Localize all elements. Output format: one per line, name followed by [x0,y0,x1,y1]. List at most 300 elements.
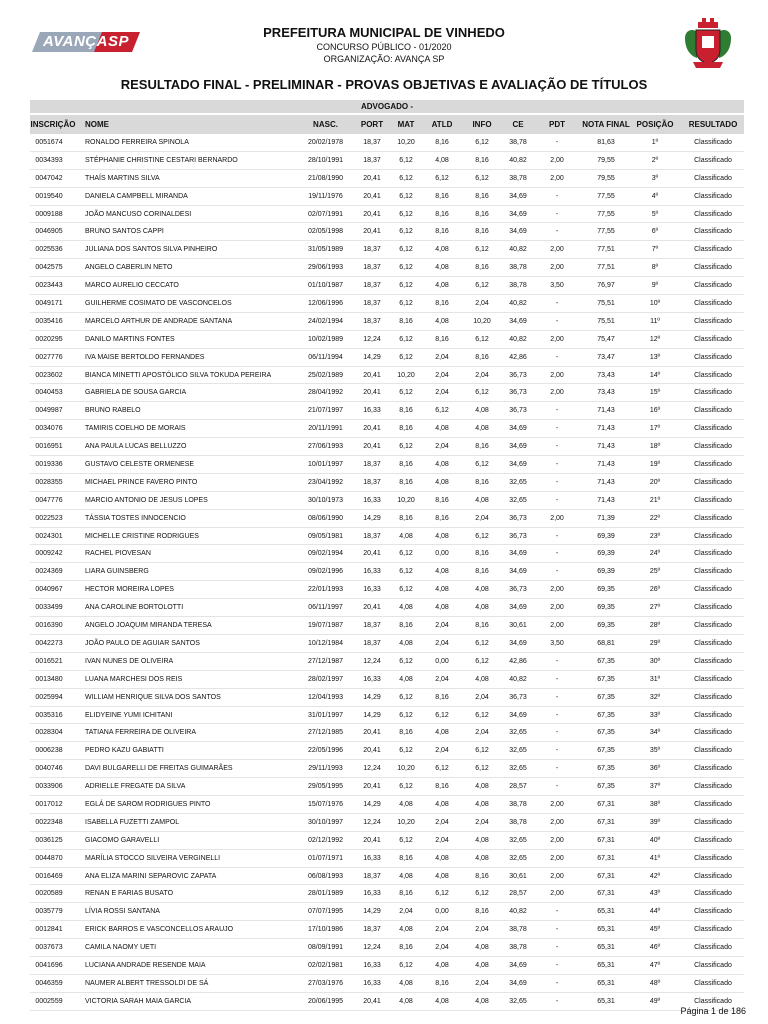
cell-resultado: Classificado [694,228,732,236]
cell-nota-final: 77,51 [597,264,615,272]
cell-resultado: Classificado [694,586,732,594]
cell-nome: IVAN NUNES DE OLIVEIRA [85,657,174,665]
cell-nome: ANA ELIZA MARINI SEPAROVIC ZAPATA [85,872,217,880]
table-row [30,420,744,438]
cell-info: 6,12 [475,335,489,343]
table-row [30,206,744,224]
cell-resultado: Classificado [694,192,732,200]
cell-pdt: - [555,532,559,540]
cell-nota-final: 77,55 [597,192,615,200]
cell-nome: MICHELLE CRISTINE RODRIGUES [85,532,199,540]
cell-posicao: 2º [651,156,659,164]
cell-atld: 2,04 [435,443,449,451]
cell-posicao: 13º [649,353,661,361]
cell-nota-final: 65,31 [597,961,615,969]
cell-resultado: Classificado [694,568,732,576]
cell-resultado: Classificado [694,926,732,934]
cell-ce: 38,78 [509,944,527,952]
cell-inscricao: 0023602 [35,371,63,379]
cell-nasc: 01/07/1971 [307,854,344,862]
cell-nasc: 27/06/1993 [307,443,344,451]
cell-mat: 6,12 [399,264,413,272]
table-row [30,814,744,832]
cell-info: 2,04 [475,693,489,701]
cell-nasc: 19/11/1976 [308,192,343,200]
cell-pdt: - [555,979,559,987]
table-row [30,295,744,313]
municipal-crest-icon [683,18,733,70]
cell-inscricao: 0028355 [35,478,63,486]
cell-info: 6,12 [475,747,489,755]
cell-ce: 38,78 [509,282,527,290]
cell-info: 8,16 [475,353,489,361]
cell-resultado: Classificado [694,657,732,665]
cell-ce: 36,73 [509,371,527,379]
cell-nasc: 06/11/1997 [308,604,343,612]
cell-nome: WILLIAM HENRIQUE SILVA DOS SANTOS [85,693,221,701]
cell-atld: 4,08 [435,156,449,164]
cell-atld: 4,08 [435,568,449,576]
cell-nota-final: 65,31 [597,997,615,1005]
cell-atld: 8,16 [435,514,449,522]
col-mat: MAT [397,120,415,129]
cell-atld: 2,04 [435,371,449,379]
cell-posicao: 25º [649,568,661,576]
cell-posicao: 28º [649,622,661,630]
cell-nasc: 02/07/1991 [307,210,344,218]
cell-posicao: 12º [649,335,661,343]
cell-mat: 8,16 [399,407,413,415]
cell-nota-final: 67,35 [597,765,615,773]
cell-info: 4,08 [475,604,489,612]
results-subtitle: RESULTADO FINAL - PRELIMINAR - PROVAS OBJETIVAS E AVALIAÇÃO DE TÍTULOS [120,77,648,92]
cell-ce: 34,69 [509,568,527,576]
cell-mat: 4,08 [399,532,413,540]
table-row [30,993,744,1011]
cell-inscricao: 0033499 [35,604,63,612]
cell-info: 6,12 [475,389,489,397]
table-row [30,259,744,277]
cell-resultado: Classificado [694,550,732,558]
cell-pdt: - [555,961,559,969]
cell-port: 20,41 [363,604,381,612]
cell-nasc: 20/02/1978 [307,139,344,146]
cell-nasc: 27/12/1987 [307,657,344,665]
cell-inscricao: 0036125 [35,836,63,844]
cell-info: 4,08 [475,944,489,952]
cell-pdt: 2,00 [550,818,564,826]
col-atld: ATLD [431,120,453,129]
cell-pdt: - [555,317,559,325]
cell-info: 2,04 [475,371,489,379]
cell-nota-final: 67,35 [597,729,615,737]
cell-nota-final: 69,39 [597,568,615,576]
cell-nota-final: 69,39 [597,532,615,540]
cell-mat: 4,08 [399,926,413,934]
cell-mat: 8,16 [399,461,413,469]
cell-nome: GABRIELA DE SOUSA GARCIA [85,389,187,397]
cell-resultado: Classificado [694,443,732,451]
cell-info: 2,04 [475,926,489,934]
table-row [30,152,744,170]
cell-posicao: 40º [649,836,661,844]
cell-resultado: Classificado [694,639,732,647]
cell-ce: 40,82 [509,335,527,343]
cell-resultado: Classificado [694,156,732,164]
cell-mat: 6,12 [399,783,413,791]
cell-port: 16,33 [363,854,381,862]
cell-nota-final: 75,47 [597,335,615,343]
cell-pdt: - [555,908,559,916]
cell-nasc: 20/11/1991 [308,425,343,433]
cell-posicao: 17º [649,425,661,433]
cell-ce: 34,69 [509,461,527,469]
cell-nome: JOÃO PAULO DE AGUIAR SANTOS [85,639,200,647]
cell-nome: LÍVIA ROSSI SANTANA [85,908,160,916]
cell-ce: 34,69 [509,210,527,218]
cell-info: 4,08 [475,496,489,504]
cell-pdt: 2,00 [550,174,564,182]
cell-inscricao: 0035779 [35,908,63,916]
cell-mat: 8,16 [399,622,413,630]
cell-resultado: Classificado [694,532,732,540]
cell-pdt: 3,50 [550,639,564,647]
cell-resultado: Classificado [694,300,732,308]
cell-nota-final: 67,35 [597,693,615,701]
cell-nota-final: 65,31 [597,979,615,987]
cell-ce: 42,86 [509,353,527,361]
cell-mat: 6,12 [399,156,413,164]
cell-posicao: 11º [650,317,660,325]
cell-port: 16,33 [363,586,381,594]
cell-mat: 6,12 [399,246,413,254]
cell-info: 4,08 [475,961,489,969]
table-row [30,760,744,778]
table-row [30,635,744,653]
cell-pdt: 2,00 [550,389,564,397]
page-header [0,0,768,70]
cell-nome: DAVI BULGARELLI DE FREITAS GUIMARÃES [85,765,233,773]
cell-atld: 8,16 [435,783,449,791]
cell-nome: GUSTAVO CELESTE ORMENESE [85,461,195,469]
cell-atld: 4,08 [435,246,449,254]
cell-atld: 2,04 [435,622,449,630]
cell-posicao: 21º [649,496,661,504]
cell-nome: DANILO MARTINS FONTES [85,335,175,343]
cell-resultado: Classificado [694,317,732,325]
cell-port: 20,41 [363,729,381,737]
table-row [30,671,744,689]
cell-nome: LUCIANA ANDRADE RESENDE MAIA [85,961,206,969]
cell-atld: 2,04 [435,639,449,647]
cell-nota-final: 77,51 [597,246,615,254]
table-row [30,689,744,707]
cell-atld: 8,16 [435,210,449,218]
cell-mat: 4,08 [399,675,413,683]
cell-nota-final: 69,39 [597,550,615,558]
cell-info: 8,16 [475,156,489,164]
cell-nota-final: 65,31 [597,926,615,934]
cell-mat: 6,12 [399,693,413,701]
cell-inscricao: 0019540 [35,192,63,200]
table-row [30,134,744,152]
col-nota-final: NOTA FINAL [582,120,630,129]
table-row [30,367,744,385]
cell-pdt: 2,00 [550,264,564,272]
cell-pdt: - [555,228,559,236]
cell-nasc: 30/10/1997 [307,818,344,826]
cell-port: 18,37 [363,246,381,254]
cell-nome: MARÍLIA STOCCO SILVEIRA VERGINELLI [85,854,221,862]
cell-atld: 0,00 [435,908,449,916]
cell-posicao: 26º [649,586,661,594]
cell-port: 12,24 [363,657,381,665]
cell-pdt: - [555,997,559,1005]
cell-nasc: 23/04/1992 [307,478,344,486]
cell-ce: 36,73 [509,586,527,594]
cell-resultado: Classificado [694,210,732,218]
cell-pdt: - [555,210,559,218]
cell-pdt: 2,00 [550,872,564,880]
cell-nome: VICTORIA SARAH MAIA GARCIA [85,997,192,1005]
cell-pdt: 2,00 [550,800,564,808]
cell-inscricao: 0002559 [35,997,63,1005]
cell-mat: 6,12 [399,836,413,844]
cell-inscricao: 0009188 [35,210,63,218]
cell-posicao: 36º [649,765,661,773]
cell-resultado: Classificado [694,461,732,469]
cell-posicao: 9º [651,282,659,290]
cell-posicao: 45º [649,926,661,934]
cell-resultado: Classificado [694,675,732,683]
cell-inscricao: 0037673 [35,944,63,952]
cell-ce: 34,69 [509,639,527,647]
cell-info: 8,16 [475,550,489,558]
cell-info: 8,16 [475,908,489,916]
cell-mat: 8,16 [399,478,413,486]
cell-pdt: - [555,478,559,486]
cell-info: 6,12 [475,282,489,290]
cell-nasc: 02/02/1981 [307,961,344,969]
cell-nota-final: 67,35 [597,675,615,683]
cell-info: 6,12 [475,139,489,146]
cell-nota-final: 65,31 [597,908,615,916]
cell-nota-final: 67,31 [597,872,615,880]
cell-pdt: - [555,139,559,146]
cell-inscricao: 0013480 [35,675,63,683]
cell-nasc: 29/06/1993 [307,264,344,272]
cell-atld: 2,04 [435,747,449,755]
cell-nasc: 28/10/1991 [307,156,344,164]
cell-inscricao: 0051674 [35,139,63,146]
cell-mat: 6,12 [399,568,413,576]
cell-resultado: Classificado [694,622,732,630]
cell-info: 4,08 [475,675,489,683]
cell-posicao: 8º [651,264,659,272]
cell-ce: 32,65 [509,836,527,844]
table-row [30,384,744,402]
cell-nome: TATIANA FERREIRA DE OLIVEIRA [85,729,196,737]
cell-inscricao: 0047042 [35,174,63,182]
cell-nasc: 28/02/1997 [307,675,344,683]
cell-posicao: 16º [649,407,661,415]
cell-pdt: - [555,550,559,558]
cell-info: 2,04 [475,979,489,987]
table-row [30,832,744,850]
cell-inscricao: 0025994 [35,693,63,701]
cell-nasc: 21/07/1997 [307,407,344,415]
cell-port: 14,29 [363,800,381,808]
cell-info: 4,08 [475,854,489,862]
cell-inscricao: 0016521 [35,657,63,665]
cell-ce: 38,78 [509,926,527,934]
cell-info: 6,12 [475,532,489,540]
cell-port: 20,41 [363,210,381,218]
table-row [30,492,744,510]
cell-inscricao: 0022348 [35,818,63,826]
cell-nome: ADRIELLE FREGATE DA SILVA [85,783,186,791]
cell-nome: ISABELLA FUZETTI ZAMPOL [85,818,180,826]
col-inscricao: INSCRIÇÃO [30,120,76,129]
cell-ce: 34,69 [509,228,527,236]
cell-nota-final: 67,31 [597,800,615,808]
cell-resultado: Classificado [694,246,732,254]
cell-nome: STÉPHANIE CHRISTINE CESTARI BERNARDO [85,156,238,164]
cell-nome: GUILHERME COSIMATO DE VASCONCELOS [85,300,232,308]
cell-port: 18,37 [363,532,381,540]
cell-info: 4,08 [475,586,489,594]
cell-nasc: 30/10/1973 [307,496,344,504]
cell-posicao: 5º [651,210,659,218]
cell-posicao: 35º [649,747,661,755]
cell-pdt: 2,00 [550,836,564,844]
cell-nota-final: 81,63 [597,139,615,146]
cell-inscricao: 0017012 [35,800,63,808]
cell-pdt: 2,00 [550,854,564,862]
cell-inscricao: 0040967 [35,586,63,594]
cell-ce: 32,65 [509,496,527,504]
cell-nota-final: 65,31 [597,944,615,952]
cell-nome: JOÃO MANCUSO CORINALDESI [85,210,192,218]
cell-pdt: - [555,711,559,719]
cell-resultado: Classificado [694,371,732,379]
cell-nome: DANIELA CAMPBELL MIRANDA [85,192,188,200]
cell-inscricao: 0033906 [35,783,63,791]
cell-inscricao: 0042273 [35,639,63,647]
cell-mat: 8,16 [399,944,413,952]
cell-posicao: 44º [649,908,661,916]
cell-posicao: 48º [649,979,661,987]
cell-atld: 4,08 [435,604,449,612]
cell-pdt: - [555,944,559,952]
cell-resultado: Classificado [694,425,732,433]
cell-port: 20,41 [363,747,381,755]
cell-info: 2,04 [475,514,489,522]
cell-inscricao: 0022523 [35,514,63,522]
cell-posicao: 22º [649,514,661,522]
cell-ce: 28,57 [509,890,527,898]
cell-nome: ANA CAROLINE BORTOLOTTI [85,604,184,612]
cell-mat: 4,08 [399,872,413,880]
cell-inscricao: 0006238 [35,747,63,755]
cell-nasc: 10/01/1997 [307,461,344,469]
cell-atld: 4,08 [435,997,449,1005]
cell-atld: 4,08 [435,854,449,862]
table-row [30,796,744,814]
cell-nasc: 17/10/1986 [307,926,344,934]
table-row [30,581,744,599]
cell-atld: 4,08 [435,461,449,469]
cell-atld: 4,08 [435,729,449,737]
cell-ce: 40,82 [509,246,527,254]
cell-ce: 32,65 [509,747,527,755]
table-row [30,188,744,206]
cell-atld: 8,16 [435,496,449,504]
cell-pdt: - [555,693,559,701]
table-row [30,545,744,563]
cell-posicao: 32º [649,693,661,701]
cell-ce: 40,82 [509,156,527,164]
cell-inscricao: 0047776 [35,496,63,504]
cell-nome: ANGELO JOAQUIM MIRANDA TERESA [85,622,212,630]
cell-port: 12,24 [363,765,381,773]
cell-nota-final: 67,31 [597,836,615,844]
table-row [30,850,744,868]
cell-posicao: 39º [649,818,661,826]
cell-port: 18,37 [363,300,381,308]
cell-port: 20,41 [363,192,381,200]
cell-atld: 2,04 [435,353,449,361]
cell-posicao: 29º [649,639,661,647]
cell-inscricao: 0034393 [35,156,63,164]
category-header: ADVOGADO - [30,100,744,113]
cell-posicao: 37º [649,783,661,791]
cell-ce: 36,73 [509,389,527,397]
cell-pdt: - [555,425,559,433]
cell-ce: 34,69 [509,979,527,987]
cell-info: 8,16 [475,622,489,630]
cell-info: 8,16 [475,443,489,451]
cell-atld: 6,12 [435,407,449,415]
cell-resultado: Classificado [694,908,732,916]
cell-resultado: Classificado [694,174,732,182]
cell-ce: 38,78 [509,800,527,808]
cell-nasc: 06/08/1993 [307,872,344,880]
logo-text: AVANÇASP [43,33,129,50]
cell-inscricao: 0040746 [35,765,63,773]
cell-port: 14,29 [363,353,381,361]
cell-pdt: - [555,443,559,451]
cell-nota-final: 67,35 [597,783,615,791]
cell-posicao: 47º [649,961,661,969]
cell-nome: LIARA GUINSBERG [85,568,149,576]
col-info: INFO [472,120,492,129]
cell-posicao: 42º [649,872,661,880]
table-row [30,331,744,349]
cell-nasc: 29/05/1995 [307,783,344,791]
cell-mat: 2,04 [399,908,413,916]
cell-nasc: 12/04/1993 [307,693,344,701]
cell-nasc: 07/07/1995 [307,908,344,916]
cell-nasc: 28/04/1992 [307,389,344,397]
cell-info: 6,12 [475,765,489,773]
cell-mat: 8,16 [399,425,413,433]
table-row [30,510,744,528]
cell-info: 4,08 [475,407,489,415]
cell-nasc: 22/01/1993 [307,586,344,594]
cell-nasc: 25/02/1989 [307,371,344,379]
cell-nome: RENAN E FARIAS BUSATO [85,890,174,898]
